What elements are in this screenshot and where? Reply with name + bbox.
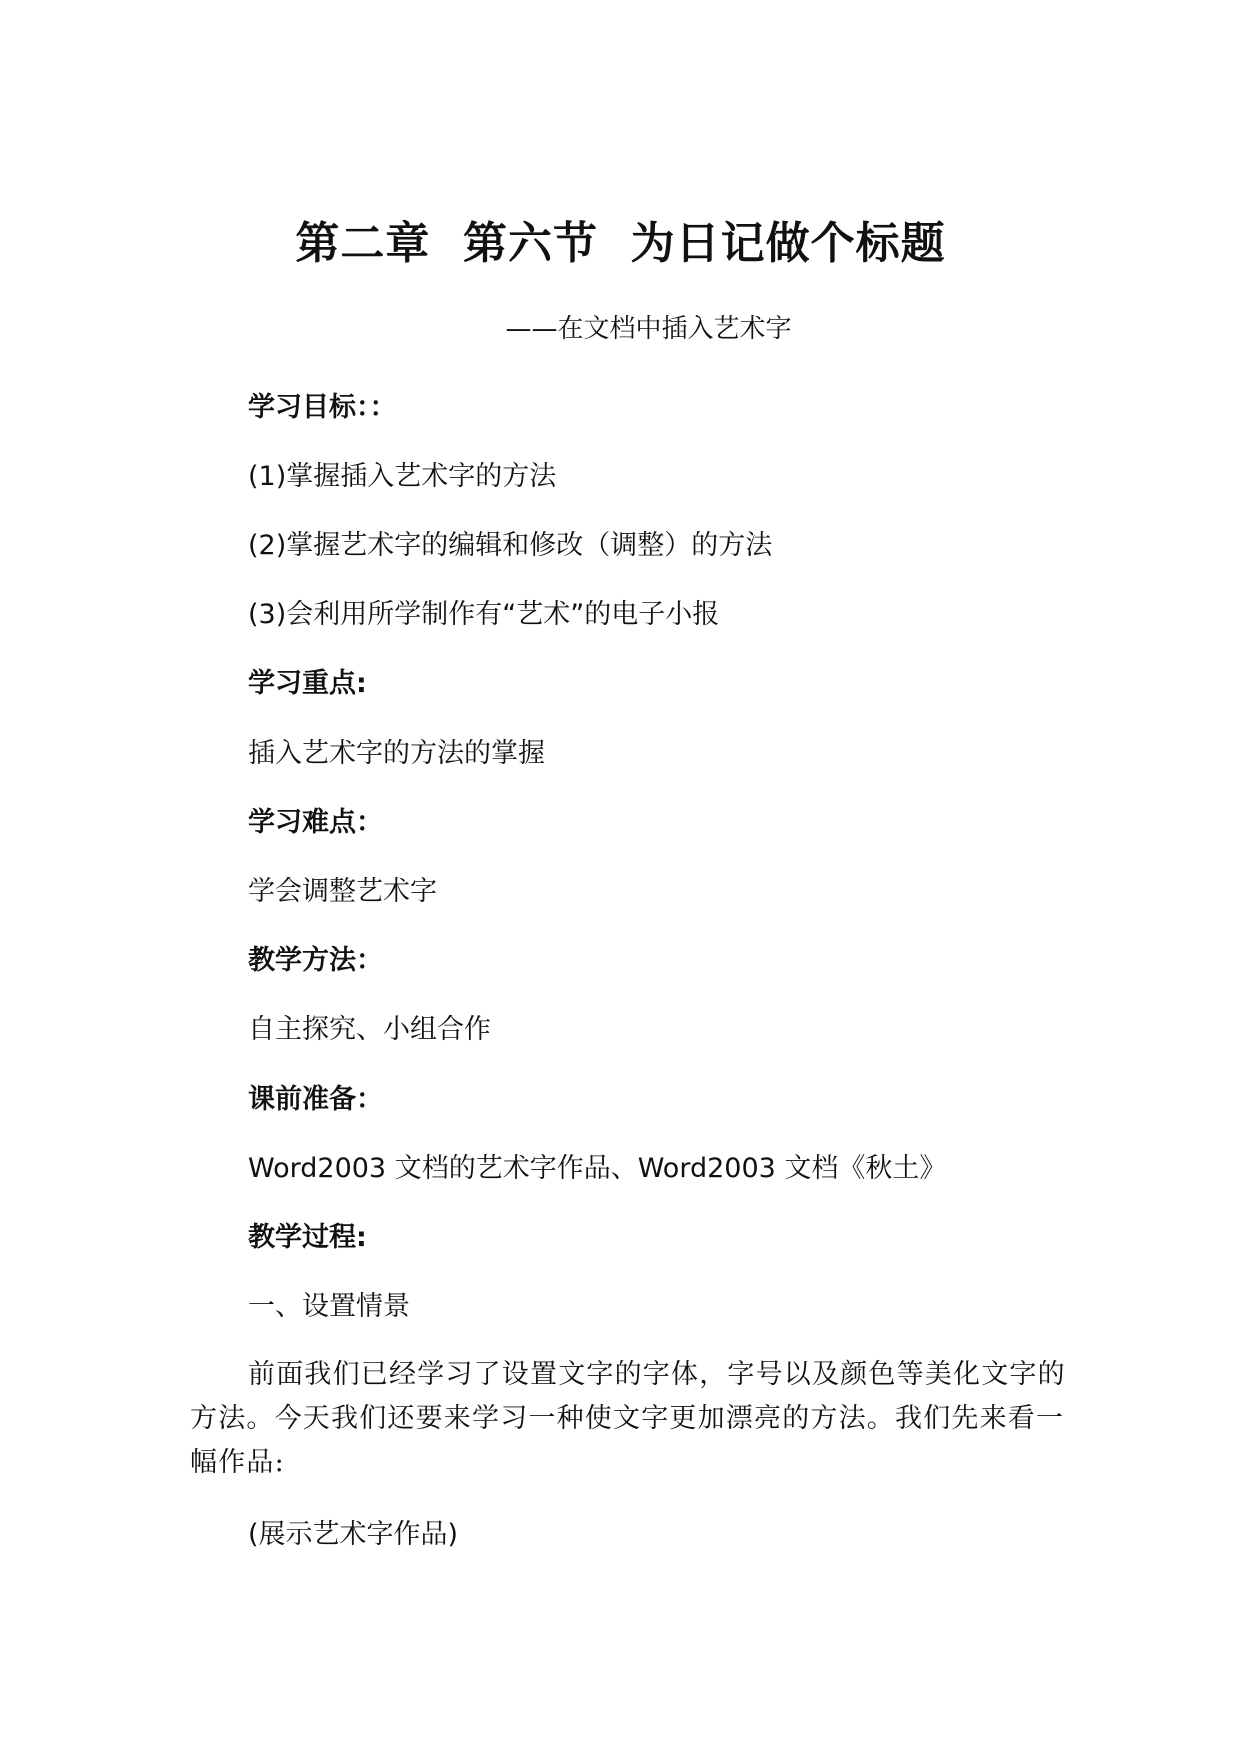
objective-item-2: (2)掌握艺术字的编辑和修改（调整）的方法 <box>248 530 773 561</box>
display-note: (展示艺术字作品) <box>248 1519 459 1550</box>
step-one-heading: 一、设置情景 <box>248 1291 410 1322</box>
key-point-heading: 学习重点: <box>248 668 367 699</box>
preparation-text: Word2003 文档的艺术字作品、Word2003 文档《秋土》 <box>248 1153 947 1184</box>
method-text: 自主探究、小组合作 <box>248 1014 491 1045</box>
document-subtitle: ——在文档中插入艺术字 <box>505 314 792 344</box>
objective-item-1: (1)掌握插入艺术字的方法 <box>248 461 557 492</box>
process-heading: 教学过程: <box>248 1222 367 1253</box>
key-point-text: 插入艺术字的方法的掌握 <box>248 738 545 769</box>
difficulty-heading: 学习难点： <box>248 807 383 838</box>
difficulty-text: 学会调整艺术字 <box>248 876 437 907</box>
objective-item-3: (3)会利用所学制作有“艺术”的电子小报 <box>248 599 720 630</box>
objectives-heading: 学习目标：： <box>248 392 397 423</box>
preparation-heading: 课前准备： <box>248 1084 383 1115</box>
method-heading: 教学方法： <box>248 945 383 976</box>
intro-paragraph: 前面我们已经学习了设置文字的字体，字号以及颜色等美化文字的方法。今天我们还要来学习一种使文字更加漂亮的方法。我们先来看一幅作品: <box>190 1359 1066 1478</box>
document-title: 第二章 第六节 为日记做个标题 <box>295 218 946 269</box>
